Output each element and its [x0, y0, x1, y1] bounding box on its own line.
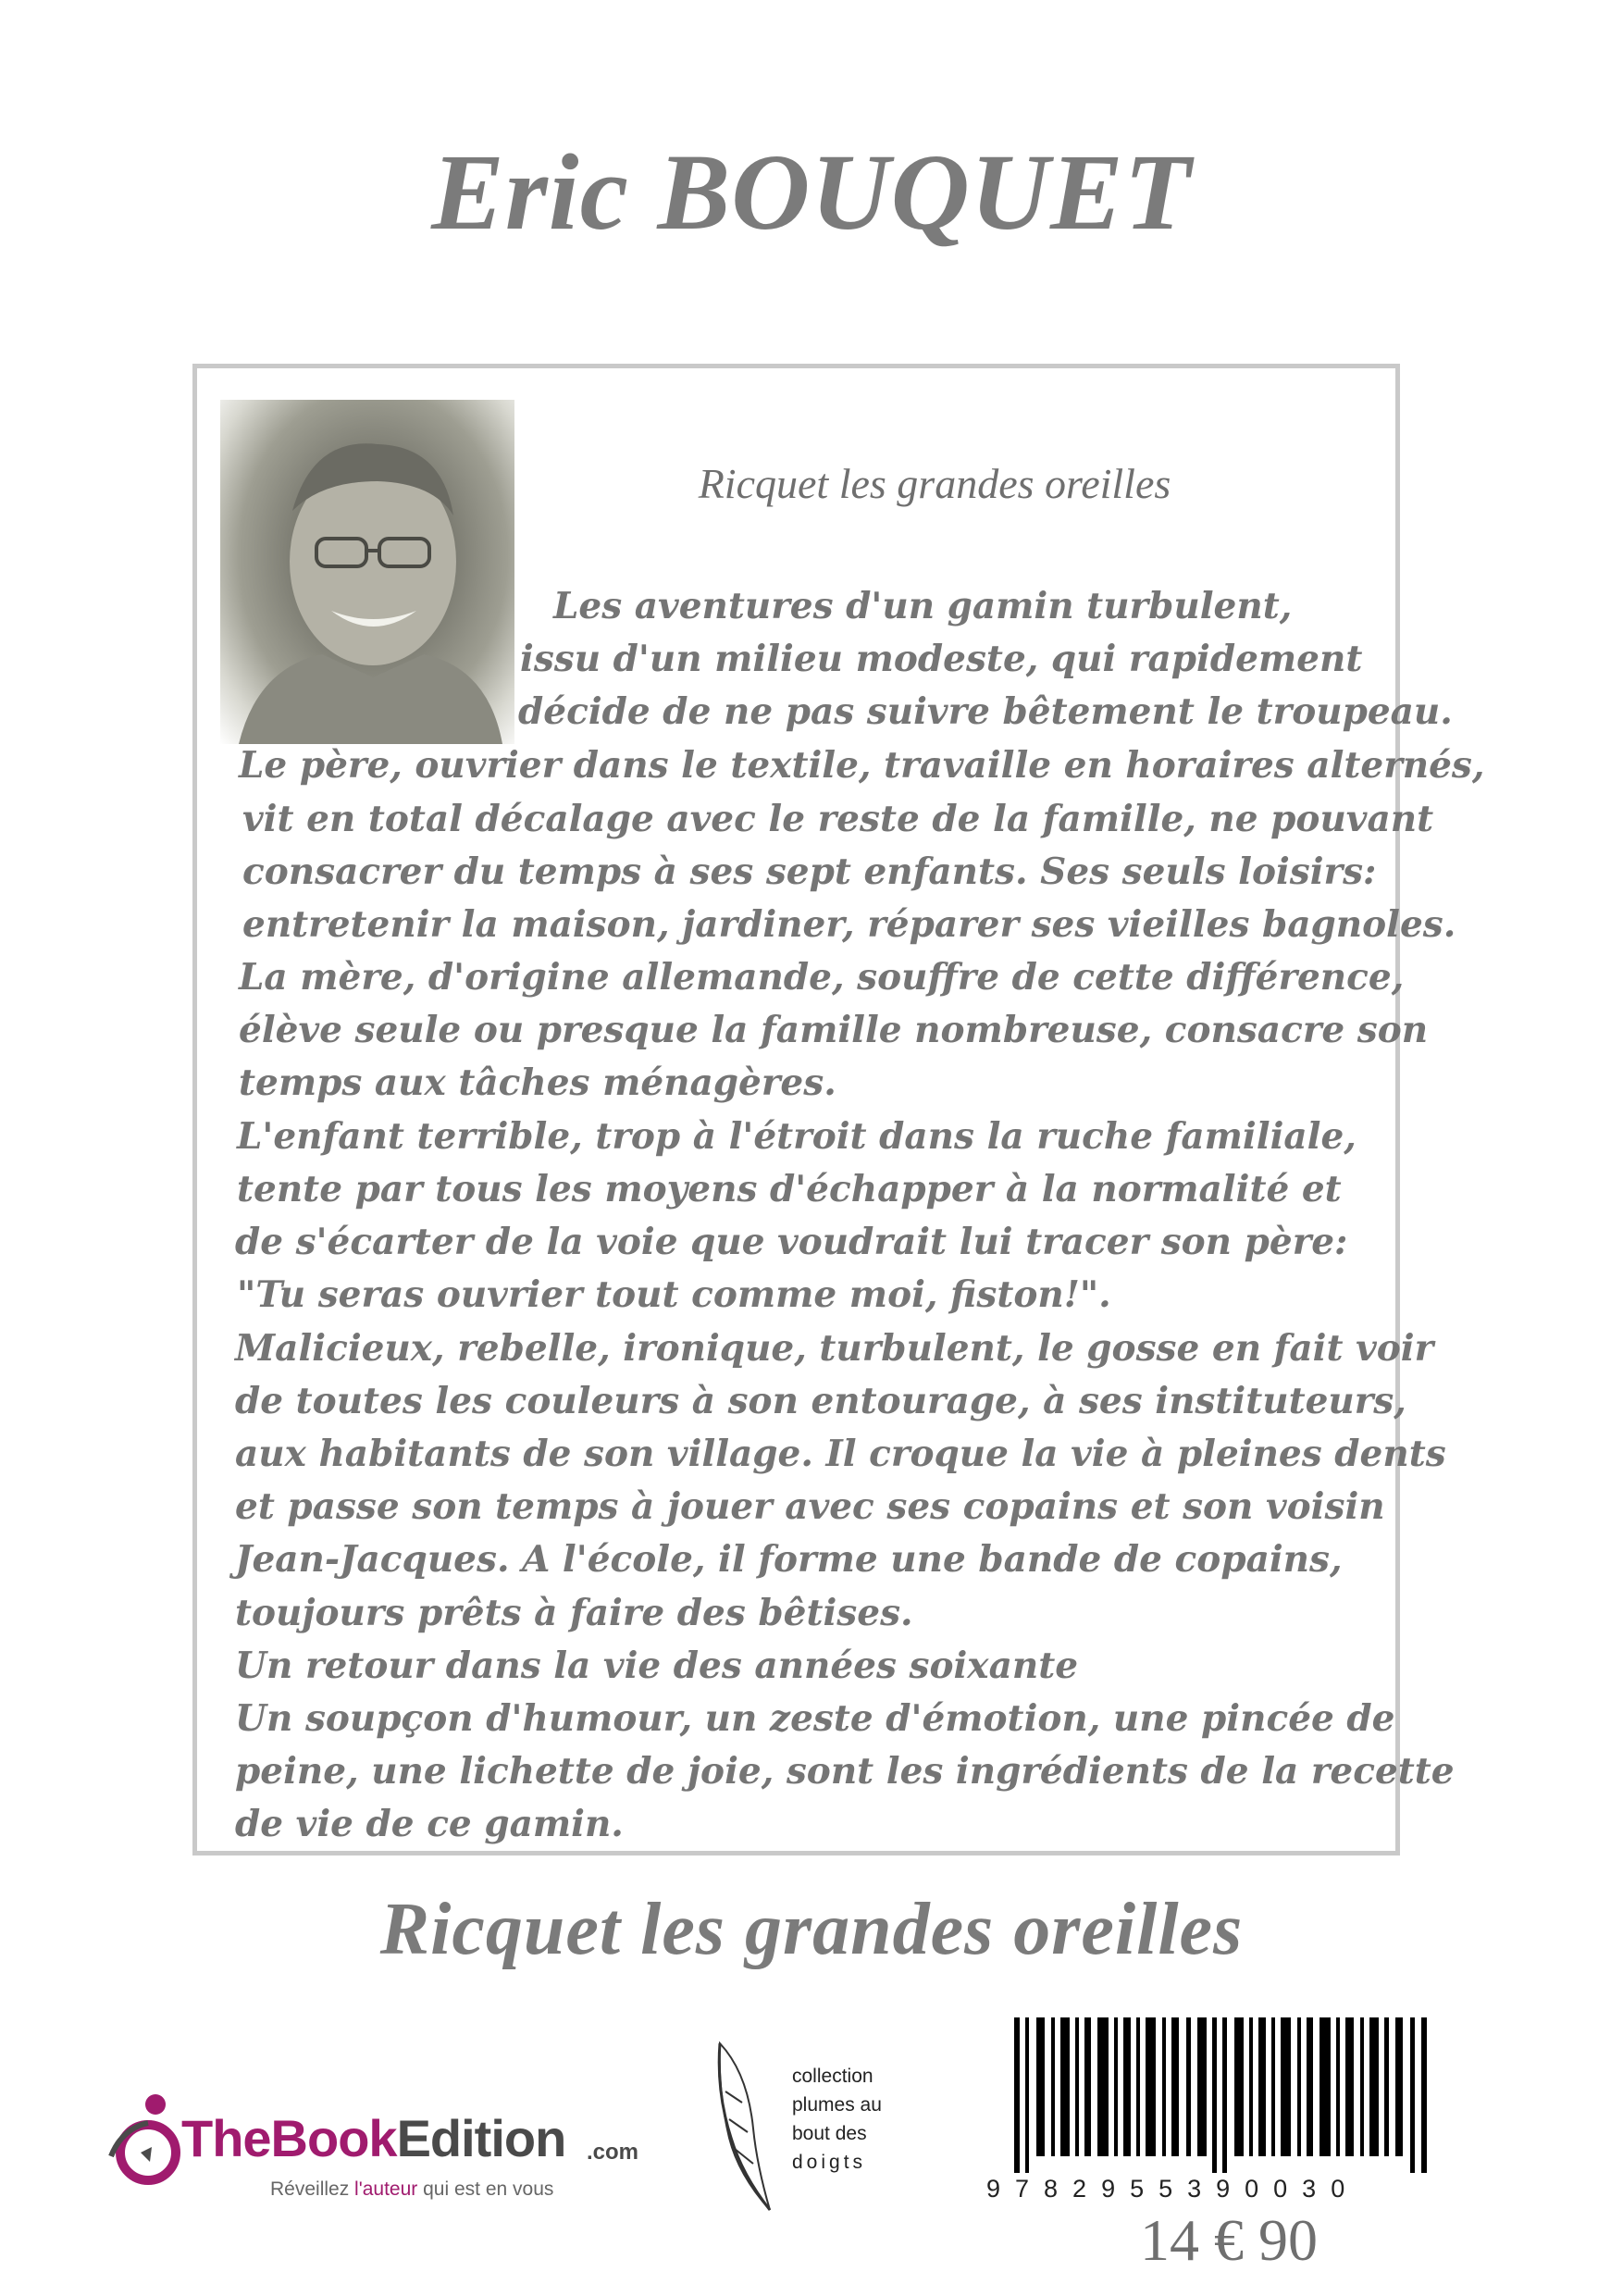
- author-photo: [220, 400, 514, 744]
- summary-line: La mère, d'origine allemande, souffre de cette différence,: [239, 956, 1405, 999]
- summary-line: L'enfant terrible, trop à l'étroit dans la ruche familiale,: [237, 1115, 1357, 1158]
- publisher-logo: [104, 2091, 659, 2203]
- publisher-domain: .com: [587, 2140, 639, 2165]
- publisher-name-part2: Edition: [396, 2109, 566, 2167]
- summary-line: et passe son temps à jouer avec ses copains et son voisin: [235, 1485, 1385, 1528]
- tagline-accent: l'auteur: [354, 2178, 418, 2200]
- collection-line: plumes au: [792, 2094, 882, 2116]
- summary-line: de s'écarter de la voie que voudrait lui tracer son père:: [235, 1221, 1348, 1263]
- publisher-name: [181, 2108, 565, 2168]
- summary-line: "Tu seras ouvrier tout comme moi, fiston!".: [237, 1273, 1111, 1316]
- summary-line: peine, une lichette de joie, sont les ingrédients de la recette: [235, 1750, 1455, 1793]
- publisher-tagline: [270, 2178, 553, 2201]
- summary-line: aux habitants de son village. Il croque la vie à pleines dents: [235, 1433, 1446, 1475]
- summary-line: Malicieux, rebelle, ironique, turbulent, le gosse en fait voir: [235, 1327, 1434, 1370]
- collection-line: collection: [792, 2066, 873, 2087]
- summary-line: Un retour dans la vie des années soixante: [235, 1644, 1079, 1687]
- tagline-part1: Réveillez: [270, 2178, 355, 2200]
- collection-line: bout des: [792, 2123, 867, 2144]
- summary-line: de toutes les couleurs à son entourage, à ses instituteurs,: [235, 1380, 1406, 1422]
- summary-line: de vie de ce gamin.: [235, 1803, 624, 1845]
- collection-label: [792, 2062, 903, 2177]
- publisher-logo-mark-icon: [104, 2091, 187, 2193]
- summary-line: tente par tous les moyens d'échapper à la normalité et: [237, 1168, 1342, 1210]
- summary-line: Les aventures d'un gamin turbulent,: [553, 585, 1293, 627]
- summary-line: vit en total décalage avec le reste de la famille, ne pouvant: [242, 798, 1434, 840]
- collection-line: doigts: [792, 2152, 867, 2173]
- bottom-book-title: Ricquet les grandes oreilles: [379, 1889, 1244, 1970]
- summary-line: Le père, ouvrier dans le textile, travaille en horaires alternés,: [239, 744, 1485, 787]
- publisher-name-part1: TheBook: [181, 2109, 397, 2167]
- summary-line: toujours prêts à faire des bêtises.: [235, 1592, 913, 1634]
- price-label: 14 € 90: [1140, 2207, 1318, 2273]
- isbn-number: 9782955390030: [986, 2175, 1360, 2203]
- barcode: [1014, 2017, 1440, 2173]
- summary-line: consacrer du temps à ses sept enfants. Ses seuls loisirs:: [242, 850, 1377, 893]
- inner-book-title: Ricquet les grandes oreilles: [698, 460, 1171, 507]
- summary-line: issu d'un milieu modeste, qui rapidement: [520, 638, 1363, 680]
- tagline-part2: qui est en vous: [417, 2178, 554, 2200]
- summary-line: Jean-Jacques. A l'école, il forme une bande de copains,: [235, 1538, 1343, 1581]
- summary-line: Un soupçon d'humour, un zeste d'émotion, une pincée de: [235, 1697, 1395, 1740]
- summary-line: temps aux tâches ménagères.: [239, 1061, 836, 1104]
- author-name: Eric BOUQUET: [431, 131, 1192, 253]
- summary-line: entretenir la maison, jardiner, réparer ses vieilles bagnoles.: [242, 903, 1456, 946]
- summary-line: élève seule ou presque la famille nombreuse, consacre son: [239, 1009, 1429, 1051]
- summary-line: décide de ne pas suivre bêtement le troupeau.: [518, 690, 1453, 733]
- feather-icon: [711, 2036, 785, 2221]
- author-portrait-image: [220, 400, 514, 744]
